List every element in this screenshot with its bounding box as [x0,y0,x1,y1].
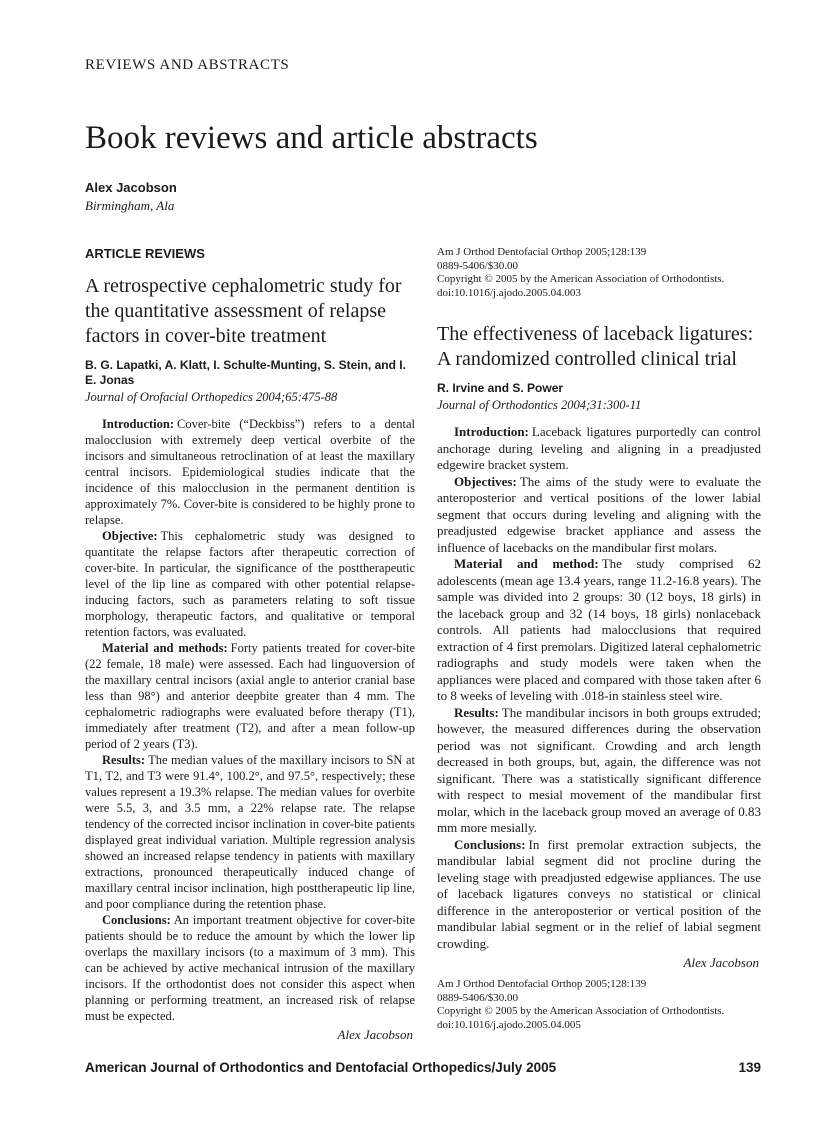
citation-line: doi:10.1016/j.ajodo.2005.04.003 [437,286,581,299]
abstract-paragraph-conclusions [85,912,415,1024]
abstract-paragraph-material-method [437,556,761,705]
article-authors-right: R. Irvine and S. Power [437,381,564,395]
paragraph-text: In first premolar extraction subjects, the mandibular labial segment did not procline during the leveling stage with preadjusted edgewise appliances. The use of laceback ligatures conveys no statistical or clinical difference in the anteroposterior or vertical position of the mandibular labial segment or in the relief of labial segment crowding. [437,836,761,951]
article-title-left: A retrospective cephalometric study for the quantitative assessment of relapse factors in cover-bite treatment [85,275,402,347]
two-column-body [85,246,761,1043]
paragraph-text: Forty patients treated for cover-bite (22 female, 18 male) were assessed. Each had linguoversion of the maxillary central incisors (axial angle to anterior cranial base less than 98°) and anterior deepbite greater than 4 mm. The cephalometric radiographs were evaluated before therapy (T1), immediately after treatment (T2), and after a mean follow-up period of 2 years (T3). [85,641,415,751]
abstract-paragraph-objective [85,528,415,640]
citation-block-top [437,246,761,300]
paragraph-label: Objective: [102,529,158,543]
citation-line: Copyright © 2005 by the American Association of Orthodontists. [437,273,725,285]
article-source-right: Journal of Orthodontics 2004;31:300-11 [437,398,642,412]
abstract-paragraph-results [85,752,415,912]
abstract-paragraph-introduction [437,424,761,474]
page-author: Alex Jacobson [85,180,177,196]
citation-line: doi:10.1016/j.ajodo.2005.04.005 [437,1018,581,1031]
citation-block-bottom [437,978,761,1032]
paragraph-label: Objectives: [454,473,517,489]
paragraph-text: The aims of the study were to evaluate the anteroposterior and vertical positions of the lower labial segment that occurs during leveling and aligning with the preadjusted edgewise bracket appliance and assess the influence of lacebacks on the mandibular first molars. [437,473,761,555]
citation-line: Copyright © 2005 by the American Association of Orthodontists. [437,1005,725,1017]
abstract-paragraph-conclusions [437,837,761,953]
paragraph-label: Results: [102,753,146,767]
paragraph-text: Laceback ligatures purportedly can control anchorage during leveling and aligning in a preadjusted edgewire bracket system. [437,424,761,472]
paragraph-label: Results: [454,704,499,720]
paragraph-text: Cover-bite (“Deckbiss”) refers to a dental malocclusion with extremely deep vertical overbite of the incisors and simultaneous retroclination of at least the maxillary central incisors. Epidemiological studies indicate that the incidence of this malocclusion in the permanent dentition is approximately 7%. Cover-bite is considered to be highly prone to relapse. [85,417,415,527]
paragraph-text: The study comprised 62 adolescents (mean age 13.4 years, range 11.2-16.8 years). The sample was divided into 2 groups: 30 (12 boys, 18 girls) in the laceback group and 32 (14 boys, 18 girls) nonlaceback controls. All patients had malocclusions that required extraction of 4 first premolars. Digitized lateral cephalometric radiographs and study models were taken when the appliances were placed and compared with those taken after 6 to 8 weeks of leveling with .018-in stainless steel wire. [437,556,761,703]
abstract-paragraph-objectives [437,474,761,557]
article-authors-left: B. G. Lapatki, A. Klatt, I. Schulte-Munting, S. Stein, and I. E. Jonas [85,358,406,387]
article-left [85,274,415,1043]
reviewer-signature-left: Alex Jacobson [337,1027,413,1042]
paragraph-text: An important treatment objective for cover-bite patients should be to reduce the amount by which the lower lip overlaps the maxillary incisors (to a maximum of 3 mm). This can be achieved by active mechanical intrusion of the maxillary incisors. If the orthodontist does not consider this aspect when planning or performing treatment, an increased risk of relapse must be expected. [85,913,415,1023]
paragraph-text: This cephalometric study was designed to quantitate the relapse factors after therapeutic correction of cover-bite. In particular, the significance of the posttherapeutic level of the lip line as compared with other potential relapse-inducing factors, such as parameters relating to soft tissue morphology, therapeutic factors, and qualitative or temporal retention factors, was evaluated. [85,529,415,639]
article-title-right: The effectiveness of laceback ligatures: A randomized controlled clinical trial [437,323,754,370]
citation-line: Am J Orthod Dentofacial Orthop 2005;128:139 [437,978,647,990]
page-header [85,57,761,214]
author-location: Birmingham, Ala [85,198,175,214]
section-kicker: REVIEWS AND ABSTRACTS [85,57,290,73]
abstract-paragraph-introduction [85,416,415,528]
citation-line: Am J Orthod Dentofacial Orthop 2005;128:139 [437,246,647,258]
footer-page-number: 139 [738,1060,761,1075]
footer-journal-line: American Journal of Orthodontics and Dentofacial Orthopedics/July 2005 [85,1060,557,1075]
reviewer-signature-right: Alex Jacobson [683,955,759,970]
paragraph-text: The mandibular incisors in both groups extruded; however, the measured differences during the observation period was not significant. Crowding and arch length decreased in both groups, but, again, the difference was not significant. There was a statistically significant difference with respect to mesial movement of the mandibular first molar, which in the laceback group moved an average of 0.83 mm more mesially. [437,704,761,835]
paragraph-label: Conclusions: [102,913,171,927]
article-source-left: Journal of Orofacial Orthopedics 2004;65:475-88 [85,390,338,404]
abstract-paragraph-results [437,705,761,837]
paragraph-label: Introduction: [454,424,529,439]
page-title: Book reviews and article abstracts [85,120,538,156]
page-footer [85,1060,761,1075]
article-reviews-heading: ARTICLE REVIEWS [85,246,205,261]
abstract-paragraph-material-methods [85,640,415,752]
article-right [437,322,761,971]
paragraph-label: Conclusions: [454,836,526,852]
paragraph-label: Introduction: [102,417,175,431]
paragraph-label: Material and methods: [102,641,228,655]
paragraph-text: The median values of the maxillary incisors to SN at T1, T2, and T3 were 91.4°, 100.2°, and 97.5°, respectively; these values represent a 19.3% relapse. The median values for overbite were 5.5, 3, and 3.5 mm, a 22% relapse rate. The relapse tendency of the corrected incisor inclination in cover-bite patients displayed great individual variation. Multiple regression analysis showed an increased relapse tendency in patients with maxillary extractions, pronounced therapeutically induced change of maxillary central incisor inclination, high posttherapeutic lip line, and poor compliance during the retention phase. [85,753,415,911]
left-column [85,246,415,1043]
citation-line: 0889-5406/$30.00 [437,259,518,272]
right-column [437,246,761,1043]
citation-line: 0889-5406/$30.00 [437,991,518,1004]
paragraph-label: Material and method: [454,556,599,571]
